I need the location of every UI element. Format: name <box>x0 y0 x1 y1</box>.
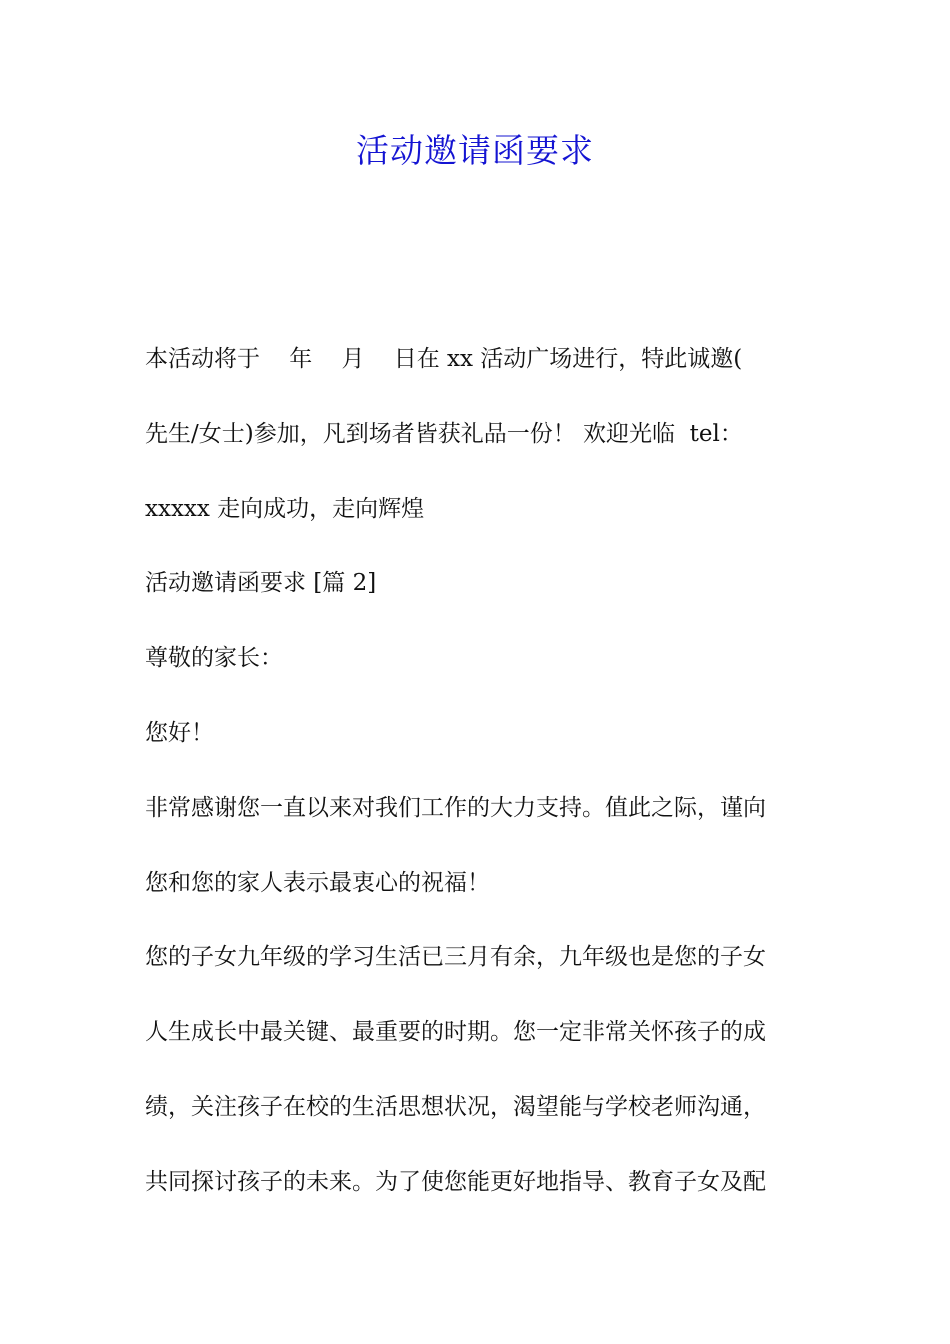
document-body <box>145 336 810 1234</box>
body-line: 绩，关注孩子在校的生活思想状况，渴望能与学校老师沟通， <box>145 1093 766 1120</box>
body-line: 您和您的家人表示最衷心的祝福！ <box>145 869 490 896</box>
body-line: xxxxx 走向成功，走向辉煌 <box>145 495 425 522</box>
document-title: 活动邀请函要求 <box>356 131 594 170</box>
body-line: 本活动将于 年 月 日在 xx 活动广场进行，特此诚邀( <box>145 346 743 372</box>
section-heading: 活动邀请函要求 [篇 2] <box>145 570 377 597</box>
body-line: 非常感谢您一直以来对我们工作的大力支持。值此之际，谨向 <box>145 794 766 821</box>
body-line: 共同探讨孩子的未来。为了使您能更好地指导、教育子女及配 <box>145 1168 766 1195</box>
salutation: 尊敬的家长： <box>145 645 283 672</box>
body-line: 先生/女士)参加，凡到场者皆获礼品一份！ 欢迎光临 tel： <box>145 420 743 447</box>
greeting: 您好！ <box>145 719 214 746</box>
body-line: 您的子女九年级的学习生活已三月有余，九年级也是您的子女 <box>145 944 766 971</box>
body-line: 人生成长中最关键、最重要的时期。您一定非常关怀孩子的成 <box>145 1019 766 1046</box>
